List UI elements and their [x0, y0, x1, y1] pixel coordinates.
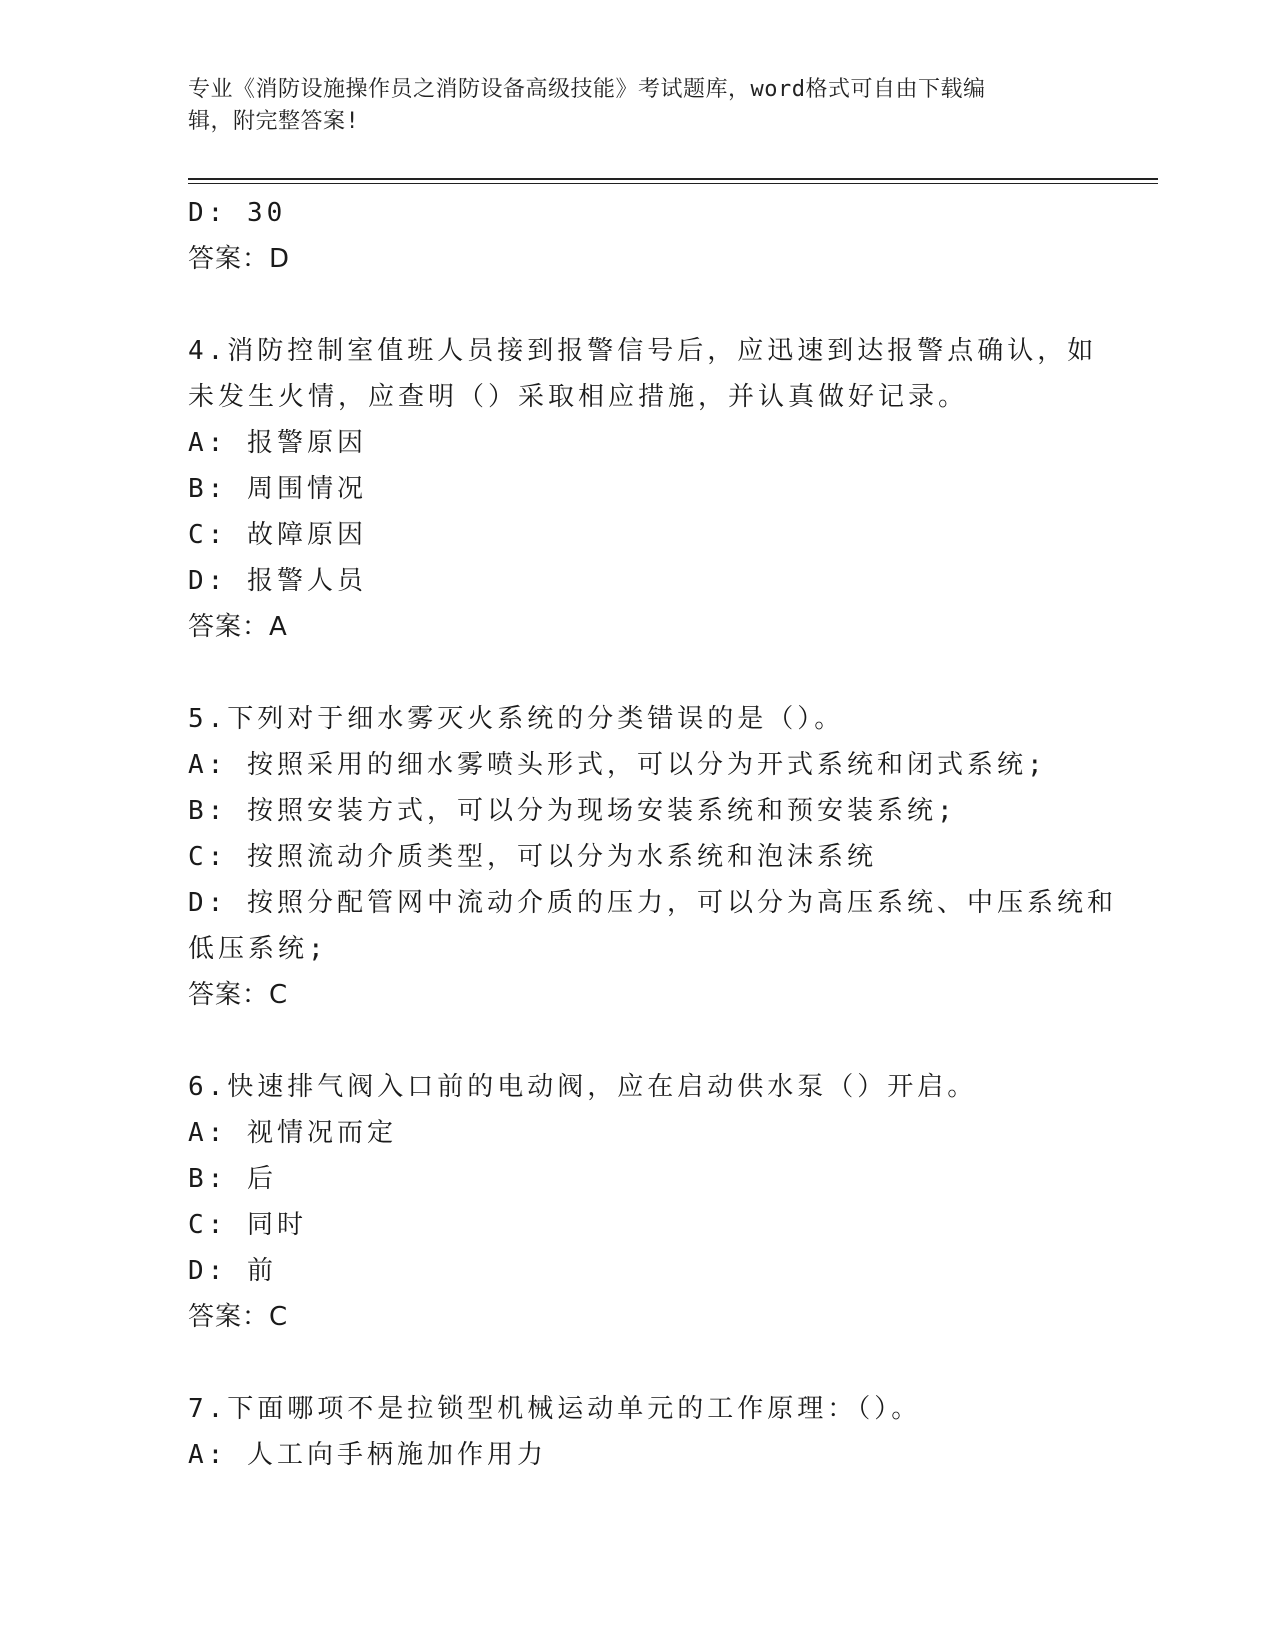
q6-option-a: A: 视情况而定 — [188, 1118, 397, 1148]
q5-option-b: B: 按照安装方式，可以分为现场安装系统和预安装系统; — [188, 796, 957, 826]
q4-option-d: D: 报警人员 — [188, 566, 367, 596]
q6-stem: 6.快速排气阀入口前的电动阀，应在启动供水泵（）开启。 — [188, 1072, 978, 1102]
q6-option-c: C: 同时 — [188, 1210, 307, 1240]
q7-stem: 7.下面哪项不是拉锁型机械运动单元的工作原理：（）。 — [188, 1394, 922, 1424]
q4-stem-line-1: 4.消防控制室值班人员接到报警信号后，应迅速到达报警点确认，如 — [188, 336, 1098, 366]
header-line-2: 辑，附完整答案! — [188, 109, 360, 134]
q4-answer: 答案：A — [188, 612, 288, 642]
q5-option-d-continued: 低压系统; — [188, 934, 328, 964]
q3-option-d: D: 30 — [188, 198, 287, 228]
q6-option-d: D: 前 — [188, 1256, 277, 1286]
header-rule-thick — [188, 178, 1158, 180]
q4-option-c: C: 故障原因 — [188, 520, 367, 550]
q5-answer: 答案：C — [188, 980, 289, 1010]
q4-option-b: B: 周围情况 — [188, 474, 367, 504]
q6-answer: 答案：C — [188, 1302, 289, 1332]
header-rule-thin — [188, 183, 1158, 184]
question-list — [188, 190, 1117, 1478]
q7-option-a: A: 人工向手柄施加作用力 — [188, 1440, 547, 1470]
q5-option-d: D: 按照分配管网中流动介质的压力，可以分为高压系统、中压系统和 — [188, 888, 1117, 918]
q5-option-c: C: 按照流动介质类型，可以分为水系统和泡沫系统 — [188, 842, 877, 872]
q3-answer: 答案：D — [188, 244, 291, 274]
q4-option-a: A: 报警原因 — [188, 428, 367, 458]
q4-stem-line-2: 未发生火情，应查明（）采取相应措施，并认真做好记录。 — [188, 382, 969, 412]
q6-option-b: B: 后 — [188, 1164, 277, 1194]
page-header — [188, 74, 1068, 138]
q5-option-a: A: 按照采用的细水雾喷头形式，可以分为开式系统和闭式系统; — [188, 750, 1047, 780]
header-line-1: 专业《消防设施操作员之消防设备高级技能》考试题库，word格式可自由下载编 — [188, 77, 986, 102]
q5-stem: 5.下列对于细水雾灭火系统的分类错误的是（）。 — [188, 704, 845, 734]
